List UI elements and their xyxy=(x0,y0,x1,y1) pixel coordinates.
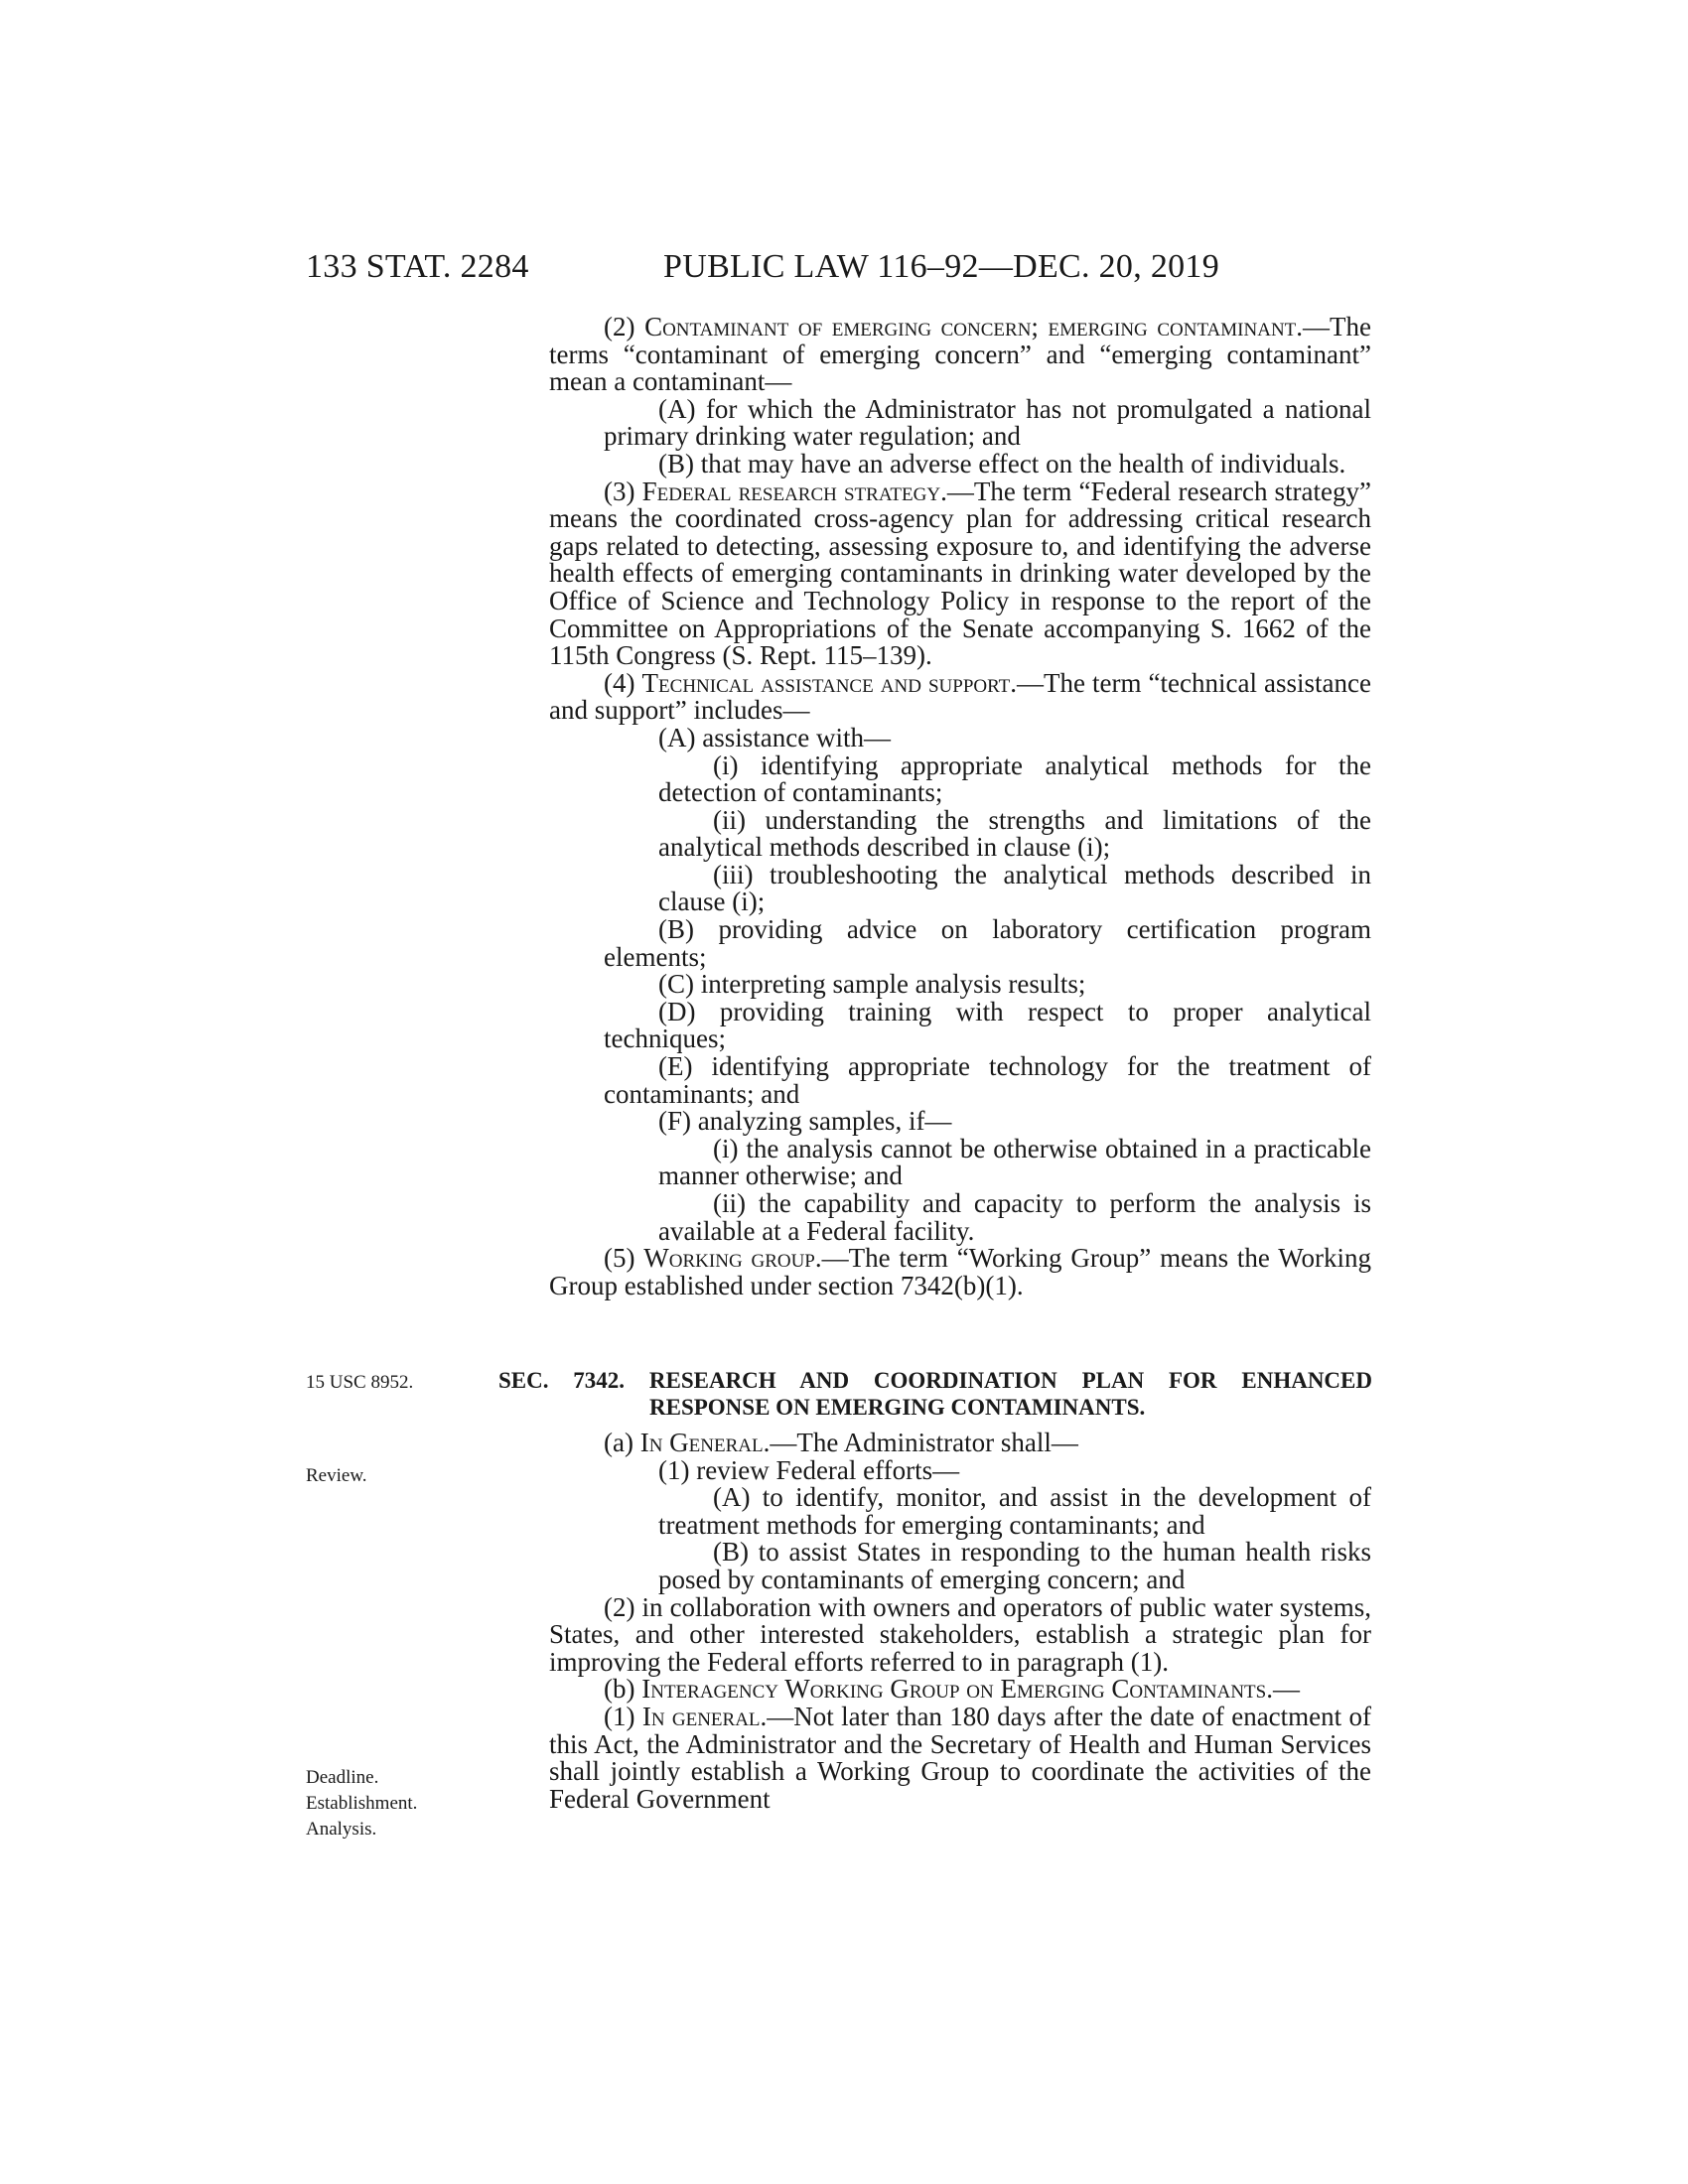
section-heading: SEC. 7342. RESEARCH AND COORDINATION PLAN FOR ENHANCED RESPONSE ON EMERGING CONTAMINANTS. xyxy=(498,1368,1372,1420)
paragraph-2: (2) Contaminant of emerging concern; emerging contaminant.—The terms “contaminant of emerging concern” and “emerging contaminant” mean a contaminant— xyxy=(549,312,1372,397)
page-reference: 133 STAT. 2284 xyxy=(306,248,529,285)
subparagraph-4-E: (E) identifying appropriate technology for the treatment of contaminants; and xyxy=(604,1051,1371,1109)
paragraph-heading: In general xyxy=(641,1701,761,1731)
term-heading: Working group xyxy=(643,1243,815,1274)
term-heading: Technical assistance and support xyxy=(641,667,1011,698)
term-heading: Contaminant of emerging concern; emerging contaminant xyxy=(644,312,1297,341)
paragraph-a-1: (1) review Federal efforts— xyxy=(658,1454,960,1485)
paragraph-3: (3) Federal research strategy.—The term “Federal research strategy” means the coordinated cross-agency plan for addressing critical research gaps related to detecting, assessing exposure to, and identifying the adverse health effects of emerging contaminants in drinking water developed by the Office of Science and Technology Policy in response to the report of the Committee on Appropriations of the Senate accompanying S. 1662 of the 115th Congress (S. Rept. 115–139). xyxy=(549,476,1372,671)
subparagraph-4-C: (C) interpreting sample analysis results; xyxy=(658,969,1086,1000)
subparagraph-4-B: (B) providing advice on laboratory certification program elements; xyxy=(604,914,1371,972)
subparagraph-a-1-B: (B) to assist States in responding to the human health risks posed by contaminants of emerging concern; and xyxy=(658,1537,1371,1594)
analysis-note: Analysis. xyxy=(306,1819,377,1840)
deadline-note: Deadline. xyxy=(306,1767,379,1788)
paragraph-b-1: (1) In general.—Not later than 180 days after the date of enactment of this Act, the Administrator and the Secretary of Health and Human Services shall jointly establish a Working Group to coordinate the activities of the Federal Government xyxy=(549,1701,1371,1814)
establishment-note: Establishment. xyxy=(306,1793,418,1814)
subsection-b: (b) Interagency Working Group on Emerging Contaminants.— xyxy=(604,1674,1300,1705)
term-heading: Federal research strategy xyxy=(641,476,941,506)
subparagraph-2-B: (B) that may have an adverse effect on the health of individuals. xyxy=(658,448,1346,478)
clause-4-F-i: (i) the analysis cannot be otherwise obtained in a practicable manner otherwise; and xyxy=(658,1133,1371,1191)
subparagraph-a-1-A: (A) to identify, monitor, and assist in the development of treatment methods for emerging contaminants; and xyxy=(658,1482,1371,1540)
subparagraph-4-D: (D) providing training with respect to proper analytical techniques; xyxy=(604,996,1371,1054)
paragraph-5: (5) Working group.—The term “Working Group” means the Working Group established under section 7342(b)(1). xyxy=(549,1243,1372,1300)
review-note: Review. xyxy=(306,1465,367,1486)
subparagraph-4-F: (F) analyzing samples, if— xyxy=(658,1106,952,1137)
subparagraph-4-A: (A) assistance with— xyxy=(658,722,891,752)
subsection-heading: In General xyxy=(639,1428,764,1457)
paragraph-4: (4) Technical assistance and support.—The term “technical assistance and support” includes— xyxy=(549,667,1371,726)
subparagraph-2-A: (A) for which the Administrator has not promulgated a national primary drinking water regulation; and xyxy=(604,393,1371,452)
section-body xyxy=(549,1408,1371,1813)
clause-4-F-ii: (ii) the capability and capacity to perform the analysis is available at a Federal facility. xyxy=(658,1188,1371,1246)
clause-4-A-i: (i) identifying appropriate analytical methods for the detection of contaminants; xyxy=(658,750,1371,808)
clause-4-A-ii: (ii) understanding the strengths and limitations of the analytical methods described in clause (i); xyxy=(658,804,1371,863)
subsection-a: (a) In General.—The Administrator shall— xyxy=(604,1428,1078,1457)
page-title: PUBLIC LAW 116–92—DEC. 20, 2019 xyxy=(663,248,1220,285)
paragraph-a-2: (2) in collaboration with owners and operators of public water systems, States, and other interested stakeholders, establish a strategic plan for improving the Federal efforts referred to in paragraph (1). xyxy=(549,1591,1371,1677)
definitions-block xyxy=(549,314,1371,1299)
usc-citation-note: 15 USC 8952. xyxy=(306,1372,414,1393)
clause-4-A-iii: (iii) troubleshooting the analytical methods described in clause (i); xyxy=(658,859,1371,917)
subsection-heading: Interagency Working Group on Emerging Contaminants xyxy=(641,1674,1267,1705)
